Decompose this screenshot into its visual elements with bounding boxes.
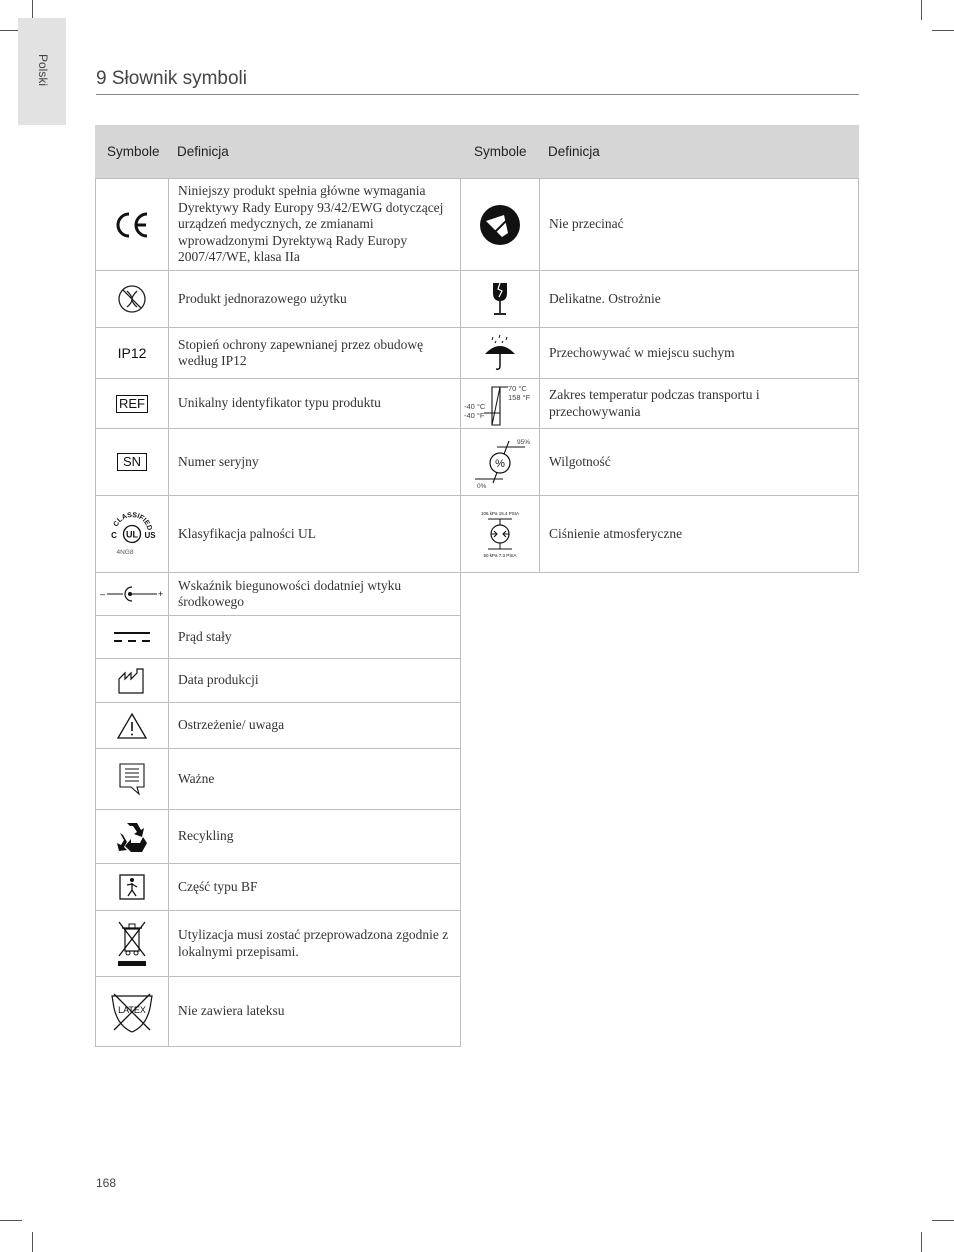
table-row-symbol	[460, 327, 540, 379]
table-row-symbol	[95, 327, 169, 379]
atmospheric-pressure-icon	[470, 509, 530, 559]
header-definition-left: Definicja	[177, 144, 229, 159]
table-row-symbol	[95, 910, 169, 977]
polarity-minus: –	[100, 589, 106, 599]
language-tab	[18, 18, 66, 125]
table-row-definition: Stopień ochrony zapewnianej przez obudowę według IP12	[168, 327, 461, 379]
humidity-percent-symbol: %	[495, 458, 505, 470]
keep-dry-icon	[483, 334, 517, 372]
serial-number-icon: SN	[117, 453, 147, 471]
table-row-symbol	[95, 863, 169, 911]
table-row-symbol	[460, 428, 540, 496]
humidity-low: 0%	[477, 483, 487, 490]
table-row-definition: Zakres temperatur podczas transportu i przechowywania	[539, 378, 859, 429]
symbol-table	[95, 125, 859, 1047]
ul-mark: UL	[126, 529, 138, 540]
table-row-definition: Delikatne. Ostrożnie	[539, 270, 859, 328]
crop-mark	[932, 30, 954, 31]
table-row-symbol	[460, 495, 540, 573]
pressure-high: 106 kPa 15.4 PSIA	[480, 511, 520, 516]
manufacture-date-icon	[117, 667, 147, 695]
type-bf-icon	[118, 873, 146, 901]
table-row-definition: Ostrzeżenie/ uwaga	[168, 702, 461, 749]
temp-high-f: 158 °F	[508, 392, 531, 402]
do-not-cut-icon	[478, 203, 522, 247]
table-row-definition: Utylizacja musi zostać przeprowadzona zgodnie z lokalnymi przepisami.	[168, 910, 461, 977]
table-row-symbol	[95, 702, 169, 749]
ce-mark-icon	[112, 210, 152, 240]
temperature-limit-icon	[462, 381, 538, 427]
header-definition-right: Definicja	[548, 144, 600, 159]
svg-text:CLASSIFIED	[113, 512, 153, 531]
table-row-definition: Produkt jednorazowego użytku	[168, 270, 461, 328]
table-row-symbol	[460, 178, 540, 271]
direct-current-icon	[112, 629, 152, 645]
table-row-definition: Wilgotność	[539, 428, 859, 496]
language-label: Polski	[36, 53, 50, 87]
table-row-definition: Ważne	[168, 748, 461, 810]
table-row-symbol	[95, 270, 169, 328]
page-title: 9 Słownik symboli	[96, 68, 247, 89]
latex-free-icon	[108, 988, 156, 1036]
latex-label: LATEX	[118, 1004, 146, 1015]
table-row-definition: Wskaźnik biegunowości dodatniej wtyku środkowego	[168, 572, 461, 616]
crop-mark	[921, 1232, 922, 1252]
crop-mark	[0, 1220, 22, 1221]
temp-high-c: 70 °C	[508, 383, 527, 393]
table-row-definition: Ciśnienie atmosferyczne	[539, 495, 859, 573]
table-row-definition: Nie zawiera lateksu	[168, 976, 461, 1047]
table-row-definition: Data produkcji	[168, 658, 461, 703]
table-row-symbol	[95, 572, 169, 616]
polarity-icon	[97, 584, 167, 604]
table-row-symbol	[95, 428, 169, 496]
table-row-definition: Unikalny identyfikator typu produktu	[168, 378, 461, 429]
ul-us-mark: US	[144, 531, 156, 540]
table-row-symbol	[95, 378, 169, 429]
warning-icon	[116, 712, 148, 740]
crop-mark	[32, 1232, 33, 1252]
humidity-icon	[473, 435, 531, 490]
important-note-icon	[117, 761, 147, 797]
pressure-low: 50 kPa 7.3 PSIA	[483, 553, 517, 558]
fragile-icon	[489, 281, 511, 317]
ul-c-mark: C	[111, 531, 117, 540]
table-row-symbol	[460, 270, 540, 328]
table-row-symbol	[460, 378, 540, 429]
crop-mark	[932, 1220, 954, 1221]
table-row-symbol	[95, 495, 169, 573]
ul-classified-label: CLASSIFIED	[112, 511, 153, 532]
table-row-definition: Prąd stały	[168, 615, 461, 659]
table-row-symbol	[95, 976, 169, 1047]
single-use-icon	[116, 283, 148, 315]
crop-mark	[32, 0, 33, 20]
ul-classified-icon	[106, 509, 158, 559]
table-row-symbol	[95, 615, 169, 659]
ul-code: 4NG8	[116, 549, 134, 556]
ip12-icon: IP12	[117, 345, 147, 361]
crop-mark	[921, 0, 922, 20]
table-row-definition: Klasyfikacja palności UL	[168, 495, 461, 573]
humidity-high: 95%	[517, 439, 531, 446]
title-divider	[96, 94, 859, 95]
table-row-symbol	[95, 748, 169, 810]
header-symbol-left: Symbole	[107, 144, 160, 159]
page-number: 168	[96, 1176, 117, 1190]
ref-icon: REF	[116, 395, 148, 413]
table-row-definition: Przechowywać w miejscu suchym	[539, 327, 859, 379]
table-row-symbol	[95, 809, 169, 864]
table-row-symbol	[95, 658, 169, 703]
table-header	[95, 125, 859, 178]
temp-low-f: -40 °F	[464, 410, 485, 420]
table-row-definition: Część typu BF	[168, 863, 461, 911]
table-row-definition: Recykling	[168, 809, 461, 864]
table-row-definition: Numer seryjny	[168, 428, 461, 496]
table-row-symbol	[95, 178, 169, 271]
header-symbol-right: Symbole	[474, 144, 527, 159]
polarity-plus: +	[158, 589, 164, 599]
temp-low-c: -40 °C	[464, 401, 486, 411]
table-row-definition: Niniejszy produkt spełnia główne wymagania Dyrektywy Rady Europy 93/42/EWG dotyczącej urządzeń medycznych, ze zmianami wprowadzonymi Dyrektywą Rady Europy 2007/47/WE, klasa IIa	[168, 178, 461, 271]
recycling-icon	[113, 819, 151, 855]
table-row-definition: Nie przecinać	[539, 178, 859, 271]
weee-disposal-icon	[115, 919, 149, 969]
